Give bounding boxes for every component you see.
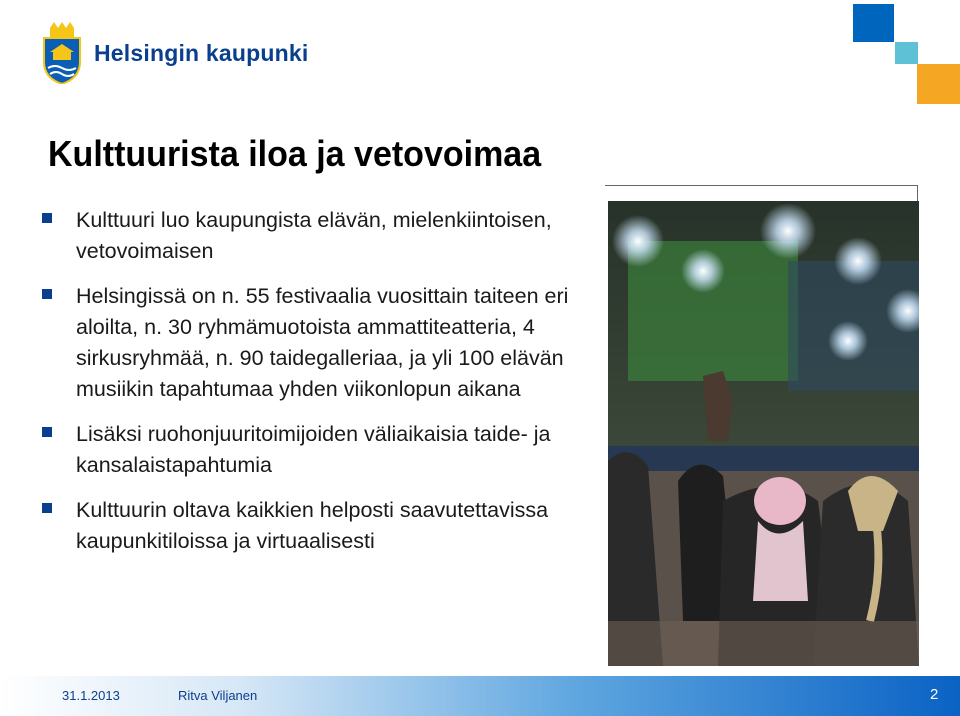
festival-photo — [608, 201, 919, 666]
slide-footer — [0, 676, 960, 716]
bullet-square-icon — [42, 289, 52, 299]
photo-frame-line — [605, 185, 918, 186]
footer-gradient-bar — [0, 676, 960, 716]
footer-date: 31.1.2013 — [62, 688, 120, 703]
decor-square-cyan — [895, 42, 918, 64]
city-logo — [40, 22, 308, 84]
festival-photo-illustration — [608, 201, 919, 666]
bullet-square-icon — [42, 213, 52, 223]
bullet-item: Helsingissä on n. 55 festivaalia vuosittain taiteen eri aloilta, n. 30 ryhmämuotoista ammattiteatteria, 4 sirkusryhmää, n. 90 taidegalleriaa, ja yli 100 elävän musiikin tapahtumaa yhden viikonlopun aikana — [42, 281, 582, 405]
bullet-square-icon — [42, 503, 52, 513]
brand-name: Helsingin kaupunki — [94, 39, 309, 66]
page-number: 2 — [930, 686, 939, 703]
bullet-item: Kulttuurin oltava kaikkien helposti saavutettavissa kaupunkitiloissa ja virtuaalisesti — [42, 495, 582, 557]
bullet-square-icon — [42, 427, 52, 437]
photo-frame-line-right — [917, 185, 918, 201]
decor-square-orange — [917, 64, 960, 104]
bullet-list — [42, 205, 582, 571]
slide-title: Kulttuurista iloa ja vetovoimaa — [48, 134, 542, 175]
decor-square-blue — [853, 4, 894, 42]
bullet-item: Kulttuuri luo kaupungista elävän, mielenkiintoisen, vetovoimaisen — [42, 205, 582, 267]
bullet-item: Lisäksi ruohonjuuritoimijoiden väliaikaisia taide- ja kansalaistapahtumia — [42, 419, 582, 481]
helsinki-crest-icon — [40, 22, 84, 84]
footer-author: Ritva Viljanen — [178, 688, 258, 703]
